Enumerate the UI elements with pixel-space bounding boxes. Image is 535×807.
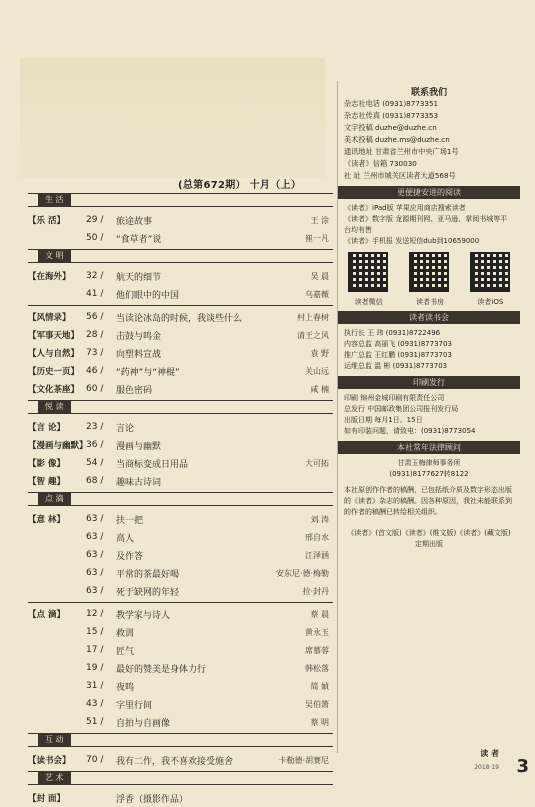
page-ref: 56 / <box>86 312 104 322</box>
toc-row[interactable] <box>28 344 333 362</box>
info-line: 《读者》信箱 730030 <box>344 159 417 168</box>
article-title: 当商标变成日用品 <box>116 459 189 470</box>
article-title: 我有二作，我不喜欢接受施舍 <box>116 756 234 767</box>
column-label: 【人与自然】 <box>28 349 80 359</box>
toc-row[interactable] <box>28 326 333 344</box>
club-title: 读者读书会 <box>338 311 520 324</box>
section-label: 点 滴 <box>38 493 71 505</box>
info-line: 印刷 锦州金城印刷有限责任公司 <box>344 394 445 402</box>
section-header <box>28 733 333 747</box>
article-author: 大可拓 <box>305 458 329 468</box>
column-label: 【读书会】 <box>28 756 71 766</box>
section-label: 互 动 <box>38 734 71 746</box>
article-title: 浮香（摄影作品） <box>116 794 189 805</box>
toc-row[interactable] <box>28 528 333 546</box>
page-ref: 19 / <box>86 663 104 673</box>
section-header <box>28 193 333 207</box>
toc-row[interactable] <box>28 623 333 641</box>
section-label: 悦 读 <box>38 401 71 413</box>
column-label: 【在海外】 <box>28 272 71 282</box>
info-line: 《读者》手机报 发送短信dub到10659000 <box>344 237 480 245</box>
article-author: 蔡 明 <box>310 717 329 727</box>
article-author: 吴 晨 <box>310 271 329 281</box>
article-author: 韩松落 <box>305 663 329 673</box>
toc-row[interactable] <box>28 380 333 398</box>
article-author: 王 涂 <box>310 215 329 225</box>
page-ref: 31 / <box>86 681 104 691</box>
qr-labels <box>338 297 520 307</box>
info-line: 内容总监 高丽飞 (0931)8773703 <box>344 340 452 348</box>
qr-label: 读者iOS <box>477 298 504 306</box>
page-ref: 29 / <box>86 215 104 225</box>
more-title: 更便捷安进的阅读 <box>338 186 520 199</box>
toc-row[interactable] <box>28 641 333 659</box>
toc-row[interactable] <box>28 510 333 528</box>
toc-row[interactable] <box>28 659 333 677</box>
page-ref: 60 / <box>86 384 104 394</box>
info-line: 执行长 王 玮 (0931)8722496 <box>344 329 441 337</box>
info-line: 运维总监 温 彬 (0931)8773703 <box>344 362 448 370</box>
toc-row[interactable] <box>28 362 333 380</box>
section-header <box>28 400 333 414</box>
qr-icon <box>348 252 388 292</box>
section-header <box>28 492 333 506</box>
info-line: 文字投稿 duzhe@duzhe.cn <box>344 123 437 132</box>
toc-row[interactable] <box>28 211 333 229</box>
info-line: 通讯地址 甘肃省兰州市中央广场1号 <box>344 147 459 156</box>
page-ref: 46 / <box>86 366 104 376</box>
page-ref: 63 / <box>86 532 104 542</box>
qr-codes <box>338 252 520 292</box>
article-author: 江泽涵 <box>305 550 329 560</box>
article-title: 趣味古诗词 <box>116 477 162 488</box>
article-title: 当读论冰岛的时候，我谈些什么 <box>116 313 243 324</box>
article-author: 咸 楠 <box>310 384 329 394</box>
page-ref: 12 / <box>86 609 104 619</box>
page-ref: 63 / <box>86 514 104 524</box>
info-line: 总发行 中国邮政集团公司报刊发行局 <box>344 405 459 413</box>
article-title: 死于缺网的年轻 <box>116 587 180 598</box>
toc-row[interactable] <box>28 285 333 303</box>
page-ref: 70 / <box>86 755 104 765</box>
footer-date: 2018·19 <box>474 764 499 771</box>
section-label: 艺 术 <box>38 772 71 784</box>
article-author: 拉·封丹 <box>302 586 329 596</box>
page-ref: 63 / <box>86 550 104 560</box>
print-title: 印刷发行 <box>338 376 520 389</box>
article-title: 夜鸣 <box>116 682 135 693</box>
info-line: 美术投稿 duzhe.ms@duzhe.cn <box>344 135 450 144</box>
info-line: (0931)8177627转8122 <box>389 470 469 478</box>
info-line: 《读者》数字版 龙源期刊网、亚马逊、掌阅书城等平台均有售 <box>344 215 508 234</box>
article-author: 席慕蓉 <box>305 645 329 655</box>
toc-row[interactable] <box>28 789 333 807</box>
column-label: 【历史一页】 <box>28 367 80 377</box>
page-ref: 63 / <box>86 568 104 578</box>
toc-row[interactable] <box>28 454 333 472</box>
article-title: 漫画与幽默 <box>116 441 162 452</box>
article-author: 吴伯箫 <box>305 699 329 709</box>
section-header <box>28 249 333 263</box>
toc-row[interactable] <box>28 564 333 582</box>
article-author: 袁 野 <box>310 348 329 358</box>
faded-photo <box>20 58 325 178</box>
table-of-contents <box>28 191 333 807</box>
info-line: 推广总监 王红鹏 (0931)8773703 <box>344 351 452 359</box>
page-ref: 43 / <box>86 699 104 709</box>
toc-row[interactable] <box>28 308 333 326</box>
info-line: 社 址 兰州市城关区读者大道568号 <box>344 171 456 180</box>
qr-label: 读者微信 <box>354 298 383 306</box>
article-title: 旅途故事 <box>116 216 153 227</box>
page-ref: 17 / <box>86 645 104 655</box>
toc-row[interactable] <box>28 229 333 247</box>
info-line: 出版日期 每月1日、15日 <box>344 416 423 424</box>
toc-row[interactable] <box>28 546 333 564</box>
column-label: 【影 像】 <box>28 459 65 469</box>
qr-label: 读者书房 <box>416 298 445 306</box>
page-ref: 50 / <box>86 233 104 243</box>
page-ref: 51 / <box>86 717 104 727</box>
toc-row[interactable] <box>28 418 333 436</box>
toc-row[interactable] <box>28 605 333 623</box>
page-ref: 63 / <box>86 586 104 596</box>
article-author: 安东尼·德·梅勒 <box>275 568 329 578</box>
article-title: 他们眼中的中国 <box>116 290 180 301</box>
article-title: 击鼓与鸣金 <box>116 331 162 342</box>
article-author: 关山远 <box>305 366 329 376</box>
info-line: 如有印装问题，请致电：(0931)8773054 <box>344 427 476 435</box>
column-label: 【言 论】 <box>28 423 65 433</box>
info-line: 甘肃玉梅律师事务所 <box>397 459 461 467</box>
article-title: 高人 <box>116 533 135 544</box>
page-ref: 28 / <box>86 330 104 340</box>
column-label: 【风情录】 <box>28 313 71 323</box>
page-ref: 32 / <box>86 271 104 281</box>
article-title: 扶一把 <box>116 515 144 526</box>
column-label: 【意 林】 <box>28 515 65 525</box>
issue-title: (总第672期） 十月（上） <box>178 180 302 191</box>
toc-row[interactable] <box>28 582 333 600</box>
section-label: 文 明 <box>38 250 71 262</box>
contact-title: 联系我们 <box>410 88 447 98</box>
qr-icon <box>409 252 449 292</box>
toc-row[interactable] <box>28 436 333 454</box>
article-title: “食草者”说 <box>116 234 162 245</box>
article-title: 及作答 <box>116 551 144 562</box>
article-author: 刘 涛 <box>310 514 329 524</box>
law-title: 本社常年法律顾问 <box>338 441 520 454</box>
page-ref: 36 / <box>86 440 104 450</box>
column-label: 【点 滴】 <box>28 610 65 620</box>
article-author: 乌嘉薇 <box>305 289 329 299</box>
page-number: 3 <box>516 756 529 777</box>
law-list <box>338 458 520 480</box>
club-list <box>338 328 520 372</box>
article-author: 崔一凡 <box>305 233 329 243</box>
page-ref: 23 / <box>86 422 104 432</box>
column-label: 【封 面】 <box>28 794 65 804</box>
page-ref: 73 / <box>86 348 104 358</box>
article-author: 黄永玉 <box>305 627 329 637</box>
notice-text: 本社原创作作者的稿酬，已包括纸介质及数字形态出版的《读者》杂志的稿酬。因各种原因，我社未能联系到的作者的稿酬已转给相关组织。 <box>344 486 512 516</box>
article-title: 自拍与自画像 <box>116 718 171 729</box>
toc-row[interactable] <box>28 472 333 490</box>
qr-icon <box>470 252 510 292</box>
article-title: 平常的茶最好喝 <box>116 569 180 580</box>
article-author: 卡勒德·胡赛尼 <box>278 755 329 765</box>
article-author: 蔡 晨 <box>310 609 329 619</box>
divider <box>28 602 333 603</box>
article-title: 最好的赞美是身体力行 <box>116 664 207 675</box>
article-title: 向塑料宣战 <box>116 349 162 360</box>
editions-text: 《读者》(首文版)《读者》(维文版)《读者》(藏文版)定期出版 <box>347 529 511 548</box>
info-line: 杂志社传真 (0931)8773353 <box>344 111 439 120</box>
article-author: 清王之风 <box>297 330 329 340</box>
article-author: 邢自水 <box>305 532 329 542</box>
print-list <box>338 393 520 437</box>
reading-list <box>338 203 520 247</box>
article-title: 教学家与诗人 <box>116 610 171 621</box>
toc-row[interactable] <box>28 695 333 713</box>
article-title: 救训 <box>116 628 135 639</box>
article-author: 简 媜 <box>310 681 329 691</box>
article-title: 匠气 <box>116 646 135 657</box>
column-label: 【军事天地】 <box>28 331 80 341</box>
section-label: 生 活 <box>38 194 71 206</box>
toc-row[interactable] <box>28 267 333 285</box>
info-line: 杂志社电话 (0931)8773351 <box>344 99 439 108</box>
page-ref: 54 / <box>86 458 104 468</box>
article-title: 服色密码 <box>116 385 153 396</box>
article-title: 航天的细节 <box>116 272 162 283</box>
info-panel <box>337 81 520 753</box>
article-title: “药神”与“神棍” <box>116 367 180 378</box>
column-label: 【漫画与幽默】 <box>28 441 88 451</box>
divider <box>28 305 333 306</box>
toc-row[interactable] <box>28 713 333 731</box>
article-author: 村上春树 <box>297 312 329 322</box>
toc-row[interactable] <box>28 751 333 769</box>
column-label: 【智 趣】 <box>28 477 65 487</box>
page-ref: 41 / <box>86 289 104 299</box>
column-label: 【乐 活】 <box>28 216 65 226</box>
page-ref: 68 / <box>86 476 104 486</box>
footer-label: 读 者 <box>480 749 499 758</box>
info-line: 《读者》iPad版 苹果应用商店搜索读者 <box>344 204 466 212</box>
contact-list <box>338 98 520 182</box>
toc-row[interactable] <box>28 677 333 695</box>
column-label: 【文化茶座】 <box>28 385 80 395</box>
article-title: 字里行间 <box>116 700 153 711</box>
section-header <box>28 771 333 785</box>
article-title: 言论 <box>116 423 135 434</box>
page-ref: 15 / <box>86 627 104 637</box>
